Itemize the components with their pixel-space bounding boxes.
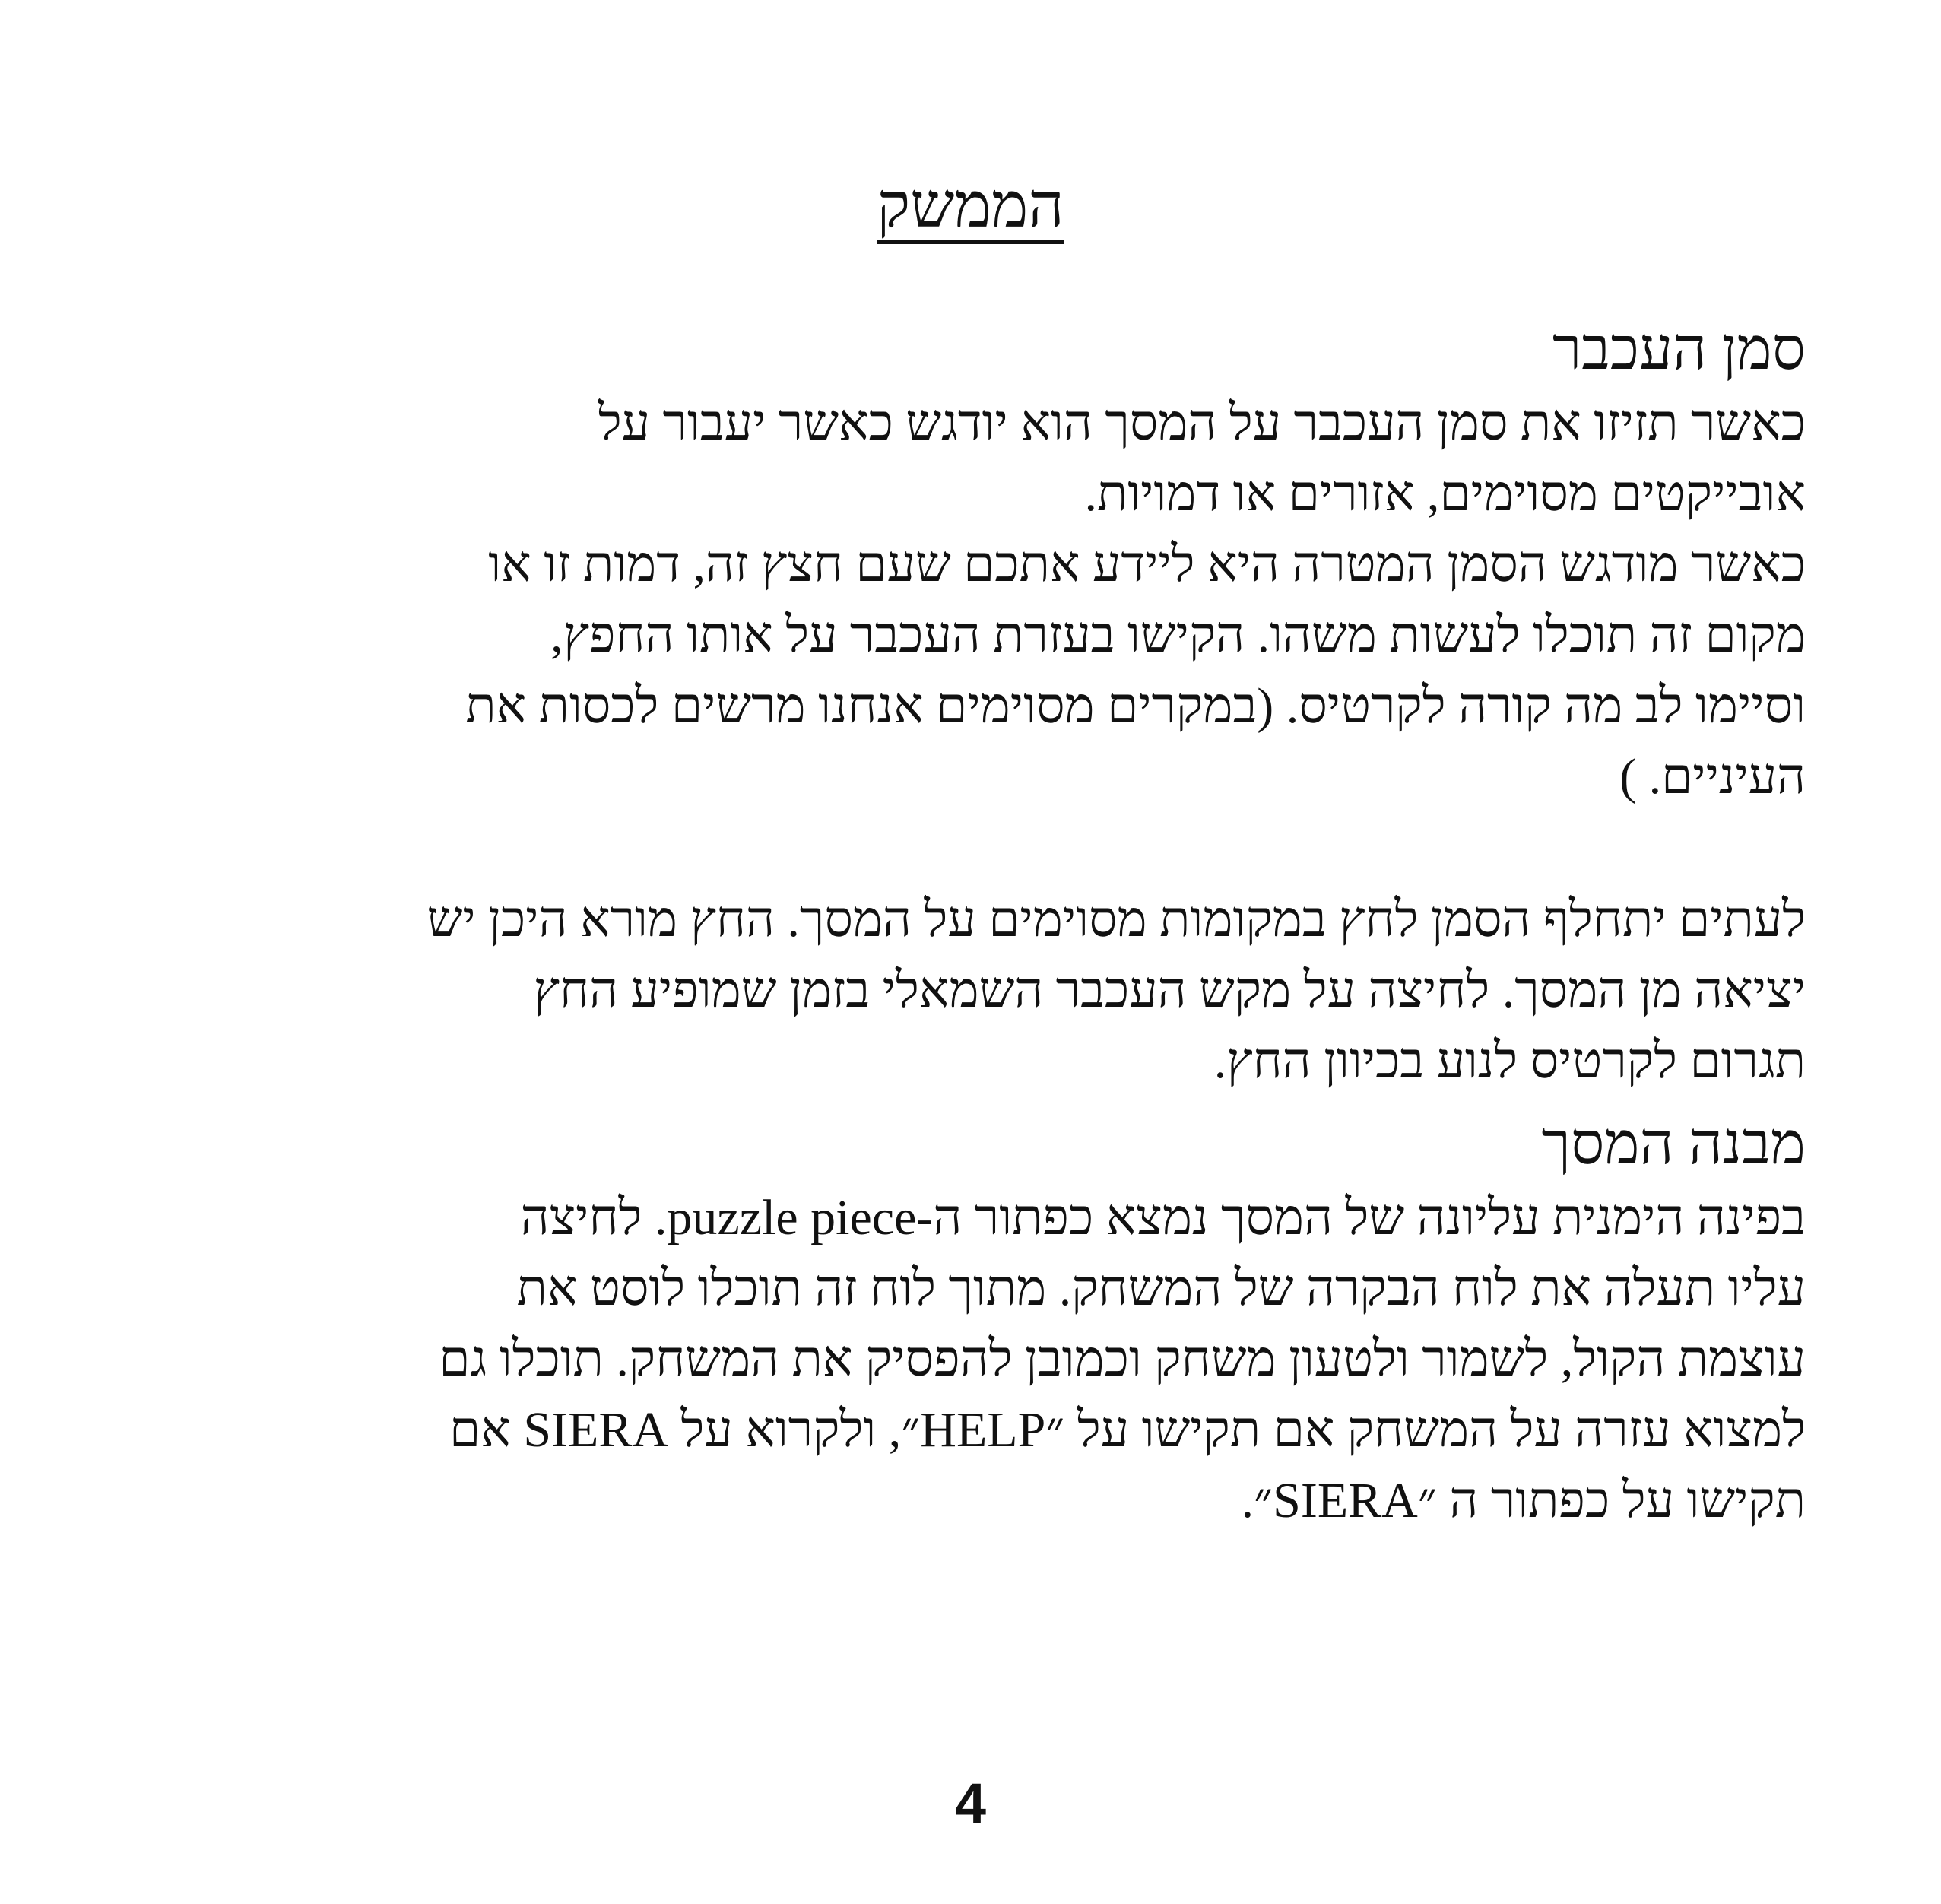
page-number: 4 <box>954 1772 987 1835</box>
section-mouse-cursor <box>182 316 1806 1096</box>
paragraph <box>182 1182 1806 1536</box>
section-heading: סמן העכבר <box>1552 316 1806 382</box>
text-line: לעתים יתחלף הסמן לחץ במקומות מסוימים על המסך. החץ מורא היכן יש <box>427 892 1806 947</box>
text-line: אובייקטים מסוימים, אזורים או דמויות. <box>1084 466 1806 522</box>
text-line: תגרום לקרטיס לנוע בכיוון החץ. <box>1213 1033 1806 1089</box>
text-line: כאשר מודגש הסמן המטרה היא ליידע אתכם שעם חצץ זה, דמות זו או <box>488 537 1806 592</box>
paragraph-gap <box>182 812 1806 884</box>
section-heading: מבנה המסך <box>1541 1110 1806 1176</box>
text-line: מקום זה תוכלו לעשות משהו. הקישו בעזרת העכבר על אותו החפץ, <box>550 608 1806 663</box>
page-title <box>0 171 1941 240</box>
text-line: וסיימו לב מה קורה לקרטיס. (במקרים מסוימים אנחנו מרשים לכסות את <box>465 678 1806 734</box>
text-line: עוצמת הקול, לשמור ולטעון משחק וכמובן להפסיק את המשחק. תוכלו גם <box>439 1331 1806 1387</box>
section-screen-structure <box>182 1110 1806 1536</box>
text-line: עליו תעלה את לוח הבקרה של המשחק. מתוך לוח זה תוכלו לוסט את <box>516 1261 1806 1316</box>
paragraph <box>182 388 1806 812</box>
text-line: העיניים. ) <box>1619 749 1806 804</box>
text-line: למצוא עזרה על המשחק אם תקישו על ״HELP״, ולקרוא על SIERA אם <box>449 1402 1806 1458</box>
text-line: כאשר תזיזו את סמן העכבר על המסך הוא יודגש כאשר יעבור על <box>598 395 1806 451</box>
paragraph <box>182 884 1806 1096</box>
text-line: בפינה הימנית עליונה של המסך נמצא כפתור ה-puzzle piece. לחיצה <box>520 1190 1806 1246</box>
text-line: תקישו על כפתור ה ״SIERA״. <box>1241 1473 1806 1528</box>
page-title-text: הממשק <box>877 171 1064 240</box>
text-line: יציאה מן המסך. לחיצה על מקש העכבר השמאלי בזמן שמופיע החץ <box>533 963 1806 1018</box>
